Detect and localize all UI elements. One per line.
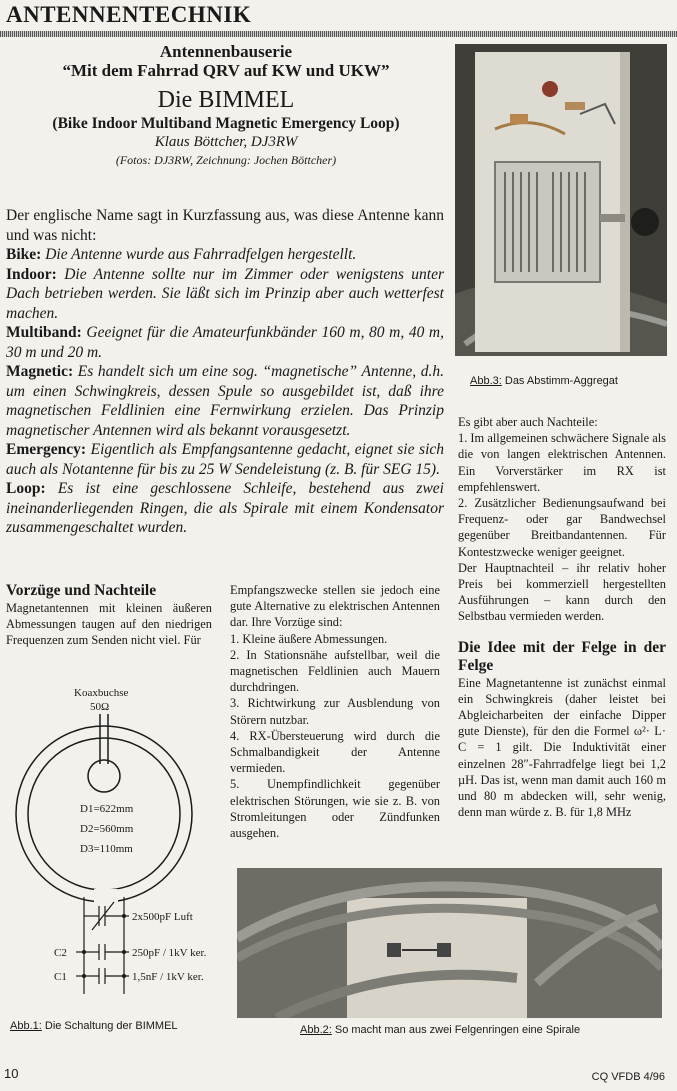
definition-item	[6, 440, 444, 479]
definition-term: Indoor:	[6, 265, 57, 283]
c1-value: 1,5nF / 1kV ker.	[132, 971, 204, 983]
definition-text: Die Antenne wurde aus Fahrradfelgen hergestellt.	[45, 246, 357, 263]
c2-label: C2	[54, 947, 67, 959]
page-number: 10	[4, 1066, 19, 1081]
definition-text: Eigentlich als Empfangsantenne gedacht, eignet sie sich auch als Notantenne für bis zu 25 W Sendeleistung (z. B. für SEG 15).	[6, 441, 445, 478]
definition-term: Magnetic:	[6, 363, 74, 380]
c2-value: 250pF / 1kV ker.	[132, 947, 207, 959]
section-header: ANTENNENTECHNIK	[6, 2, 252, 27]
circuit-diagram	[4, 684, 228, 1014]
figure2-caption-text: So macht man aus zwei Felgenringen eine Spirale	[334, 1024, 581, 1036]
paragraph: Empfangszwecke stellen sie jedoch eine gute Alternative zu elektrischen Antennen dar. Ihre Vorzüge sind:	[230, 583, 440, 630]
definition-item	[6, 245, 444, 265]
diameter-d3: D3=110mm	[80, 843, 133, 855]
photo-rim-spiral	[237, 868, 662, 1018]
journal-id: CQ VFDB 4/96	[591, 1071, 665, 1083]
header-rule	[0, 31, 677, 37]
diameter-d2: D2=560mm	[80, 823, 134, 835]
list-item: 4. RX-Übersteuerung wird durch die Schmalbandigkeit der Antenne vermieden.	[230, 728, 440, 776]
article-heading	[6, 42, 446, 168]
variable-capacitor-label: 2x500pF Luft	[132, 911, 193, 923]
definition-text: Geeignet für die Amateurfunkbänder 160 m, 80 m, 40 m, 30 m und 20 m.	[6, 324, 445, 361]
column-right	[458, 400, 666, 820]
definition-item	[6, 265, 444, 324]
section-heading-pros-cons: Vorzüge und Nachteile	[6, 582, 157, 599]
paragraph: Es gibt aber auch Nachteile:	[458, 415, 598, 429]
photo-tuning-unit	[455, 44, 667, 356]
rim-spiral-illustration	[237, 868, 662, 1018]
column-middle	[230, 582, 440, 841]
list-item: 2. Zusätzlicher Bedienungsaufwand bei Frequenz- oder gar Bandwechsel gegenüber Breitbandantennen. Für Kontestzwecke weniger geeignet.	[458, 496, 666, 559]
author: Klaus Böttcher, DJ3RW	[154, 134, 298, 150]
definition-text: Es handelt sich um eine sog. “magnetische” Antenne, d.h. um einen Schwingkreis, dessen Spule so ausgebildet ist, daß ihre magnetischen Feldlinien eine Fernwirkung erzielen. Das Prinzip magnetischer Antennen wird als bekannt vorausgesetzt.	[6, 363, 445, 439]
list-item: 1. Kleine äußere Abmessungen.	[230, 631, 388, 646]
photo-credits: (Fotos: DJ3RW, Zeichnung: Jochen Böttcher)	[115, 153, 337, 167]
figure2-label: Abb.2:	[300, 1024, 332, 1036]
list-item: 2. In Stationsnähe aufstellbar, weil die magnetischen Feldlinien auch Mauern durchdringen.	[230, 647, 440, 695]
definition-term: Multiband:	[6, 324, 82, 341]
figure1-caption	[10, 1020, 178, 1032]
figure3-caption-text: Das Abstimm-Aggregat	[504, 375, 618, 387]
series-title: Antennenbauserie	[159, 42, 293, 61]
definition-term: Loop:	[6, 480, 46, 497]
coax-label: Koaxbuchse	[74, 687, 129, 699]
figure3-caption	[470, 375, 618, 387]
figure1-caption-text: Die Schaltung der BIMMEL	[44, 1020, 178, 1032]
paragraph: Magnetantennen mit kleinen äußeren Abmessungen taugen auf den niedrigen Frequenzen zum Senden nicht viel. Für	[6, 601, 212, 648]
figure1-label: Abb.1:	[10, 1020, 42, 1032]
definition-term: Emergency:	[6, 441, 87, 458]
definition-item	[6, 323, 444, 362]
coax-value: 50Ω	[90, 701, 110, 713]
definition-item	[6, 479, 444, 538]
column-left	[6, 582, 212, 649]
definition-term: Bike:	[6, 246, 42, 263]
section-heading-idea: Die Idee mit der Felge in der Felge	[458, 638, 666, 674]
list-item: 3. Richtwirkung zur Ausblendung von Störern nutzbar.	[230, 696, 440, 727]
list-item: 5. Unempfindlichkeit gegenüber elektrischen Störungen, wie sie z. B. von Stromleitungen oder Zündfunken ausgehen.	[230, 777, 440, 841]
paragraph: Der Hauptnachteil – ihr relativ hoher Preis bei kommerziell hergestellten Ausführungen – kann durch den Selbstbau vermieden werden.	[458, 560, 666, 624]
article-title: Die BIMMEL	[157, 87, 295, 113]
definition-text: Die Antenne sollte nur im Zimmer oder wenigstens unter Dach betrieben werden. Sie läßt sich im Prinzip aber auch wetterfest machen.	[6, 265, 444, 322]
list-item: 1. Im allgemeinen schwächere Signale als die von langen elektrischen Antennen. Ein Vorverstärker im RX ist empfehlenswert.	[458, 431, 666, 494]
paragraph: Eine Magnetantenne ist zunächst einmal ein Schwingkreis (daher leistet bei Abgleicharbeiten der einfache Dipper gute Dienste), für den die Formel ω²· L· C = 1 gilt. Die Induktivität einer einzelnen 28″-Fahrradfelge liegt bei 1,2 µH. Das ist, wenn man damit auch 160 m und 80 m abdecken will, sehr wenig, denn man würde z. B. für 1,8 MHz	[458, 675, 666, 820]
definition-text: Es ist eine geschlossene Schleife, bestehend aus zwei ineinanderliegenden Ringen, die als Spirale mit einem Kondensator zusammengeschaltet wurden.	[6, 480, 444, 536]
article-subtitle: (Bike Indoor Multiband Magnetic Emergency Loop)	[52, 115, 400, 132]
definition-item	[6, 362, 444, 440]
series-subtitle: “Mit dem Fahrrad QRV auf KW und UKW”	[62, 61, 390, 80]
definitions-intro: Der englische Name sagt in Kurzfassung aus, was diese Antenne kann und was nicht:	[6, 207, 444, 244]
figure2-caption	[300, 1024, 580, 1036]
tuning-unit-illustration	[455, 44, 667, 356]
definitions	[6, 206, 444, 538]
diameter-d1: D1=622mm	[80, 803, 134, 815]
figure3-label: Abb.3:	[470, 375, 502, 387]
c1-label: C1	[54, 971, 67, 983]
